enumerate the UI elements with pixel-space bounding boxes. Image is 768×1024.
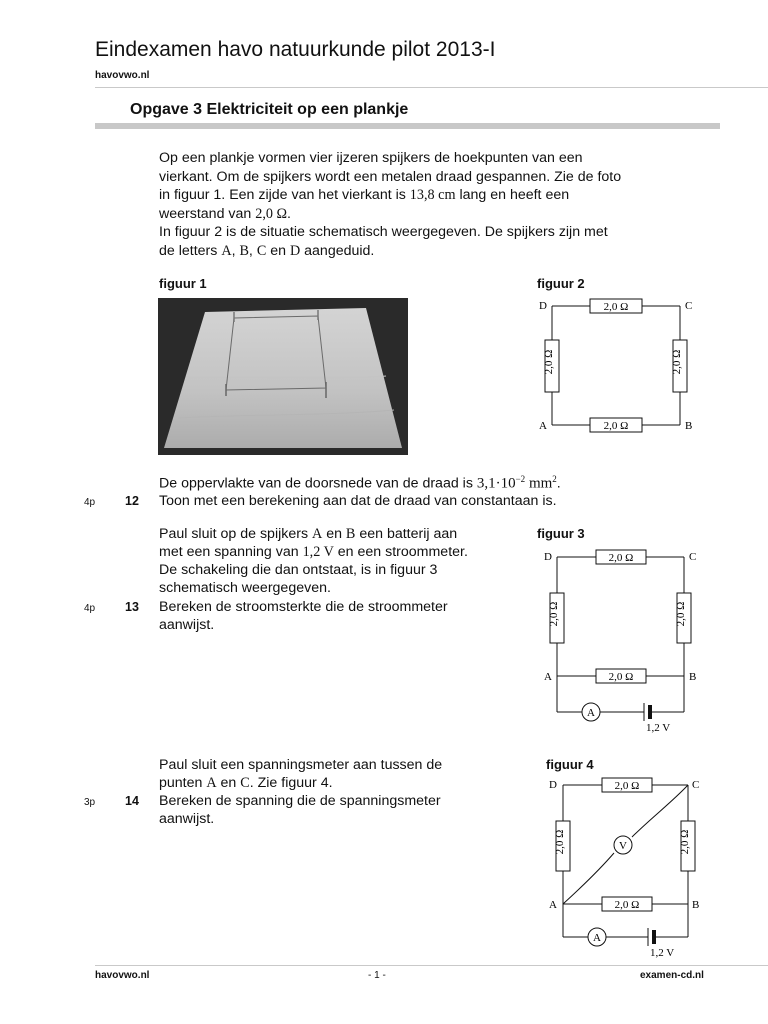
point-A-label: A: [549, 899, 557, 911]
intro-line: [159, 205, 719, 224]
letter: B: [345, 526, 356, 542]
letter: A: [206, 775, 217, 791]
section-band: [95, 123, 720, 129]
point-A-label: A: [539, 420, 547, 432]
voltmeter-wire: [563, 853, 614, 904]
intro-line: [159, 242, 719, 261]
resistor-label: 2,0 Ω: [614, 780, 640, 792]
point-B-label: B: [685, 420, 693, 432]
area-exponent: −2: [515, 474, 526, 484]
plank-photo: [158, 298, 408, 455]
battery-negative-plate: [648, 705, 652, 719]
figure-4-circuit: [546, 773, 711, 963]
text: de letters: [159, 242, 222, 259]
letter: B: [239, 242, 249, 259]
battery-voltage-label: 1,2 V: [650, 947, 675, 959]
resistor-label: 2,0 Ω: [679, 829, 691, 855]
question-12-points: 4p: [84, 497, 96, 508]
text-line: aanwijst.: [159, 617, 215, 633]
text-line: aanwijst.: [159, 811, 215, 827]
letter: C: [240, 775, 250, 791]
resistor-label: 2,0 Ω: [603, 420, 629, 432]
text: De oppervlakte van de doorsnede van de draad is: [159, 475, 477, 492]
text: lang en heeft een: [455, 187, 570, 203]
figure-2-circuit: [536, 294, 696, 436]
question-12-text: Toon met een berekening aan dat de draad van constantaan is.: [159, 493, 557, 509]
text: en een stroommeter.: [333, 544, 468, 560]
resistor-label: 2,0 Ω: [675, 601, 687, 627]
resistance-value: 2,0 Ω: [255, 205, 288, 222]
point-C-label: C: [692, 779, 700, 791]
letter: C: [256, 242, 267, 259]
text: .: [556, 475, 561, 492]
text: in figuur 1. Een zijde van het vierkant is: [159, 187, 410, 203]
letter: A: [221, 242, 232, 259]
question-14-text: [159, 792, 529, 828]
length-value: 13,8 cm: [409, 187, 456, 203]
text: en: [322, 526, 346, 542]
text: en: [216, 775, 241, 791]
footer-site-left: havovwo.nl: [95, 970, 150, 981]
text-line: Paul sluit een spanningsmeter aan tussen de: [159, 757, 443, 773]
text-line: [159, 543, 529, 561]
text: ,: [231, 242, 240, 259]
point-C-label: C: [685, 300, 693, 312]
intro-line: [159, 223, 719, 242]
intro-paragraph: [159, 149, 719, 260]
area-value: 3,1·10: [476, 475, 516, 492]
question-13-text: [159, 598, 529, 634]
text-line: [159, 525, 529, 543]
page-number: - 1 -: [368, 970, 386, 981]
point-A-label: A: [544, 671, 552, 683]
figure-4-label: figuur 4: [546, 757, 594, 772]
section-title: Opgave 3 Elektriciteit op een plankje: [130, 101, 409, 118]
letter: D: [289, 242, 301, 259]
paul-paragraph-1: [159, 525, 529, 597]
point-B-label: B: [692, 899, 700, 911]
resistor-label: 2,0 Ω: [671, 349, 683, 375]
footer-site-right: examen-cd.nl: [640, 970, 704, 981]
resistor-label: 2,0 Ω: [608, 671, 634, 683]
resistor-label: 2,0 Ω: [554, 829, 566, 855]
question-14-points: 3p: [84, 797, 96, 808]
letter: A: [312, 526, 323, 542]
header-divider: [95, 87, 768, 88]
figure-1-label: figuur 1: [159, 276, 207, 291]
question-12-number: 12: [125, 494, 139, 508]
figure-2-label: figuur 2: [537, 276, 585, 291]
battery-negative-plate: [652, 930, 656, 944]
voltage-value: 1,2 V: [302, 544, 334, 560]
site-name: havovwo.nl: [95, 70, 150, 81]
text-line: [159, 774, 529, 792]
text-line: schematisch weergegeven.: [159, 580, 331, 596]
point-B-label: B: [689, 671, 697, 683]
resistor-label: 2,0 Ω: [608, 552, 634, 564]
text-line: Bereken de spanning die de spanningsmeter: [159, 793, 441, 809]
question-13-points: 4p: [84, 603, 96, 614]
footer-divider: [95, 965, 768, 966]
area-unit: mm: [525, 475, 553, 492]
point-D-label: D: [544, 551, 552, 563]
resistor-label: 2,0 Ω: [548, 601, 560, 627]
text: en: [266, 242, 290, 259]
ammeter-label: A: [587, 707, 595, 719]
text: aangeduid.: [300, 242, 375, 259]
point-D-label: D: [549, 779, 557, 791]
voltmeter-label: V: [619, 840, 627, 852]
battery-voltage-label: 1,2 V: [646, 722, 671, 734]
point-D-label: D: [539, 300, 547, 312]
text: punten: [159, 775, 207, 791]
figure-3-label: figuur 3: [537, 526, 585, 541]
question-13-number: 13: [125, 600, 139, 614]
question-14-number: 14: [125, 794, 139, 808]
text: weerstand van: [159, 205, 256, 222]
point-C-label: C: [689, 551, 697, 563]
text-line: Bereken de stroomsterkte die de stroommeter: [159, 599, 448, 615]
text: een batterij aan: [355, 526, 458, 542]
text: ,: [248, 242, 257, 259]
text: Paul sluit op de spijkers: [159, 526, 312, 542]
unit-exponent: 2: [552, 474, 557, 484]
resistor-label: 2,0 Ω: [603, 301, 629, 313]
area-line: [159, 470, 561, 493]
intro-line: [159, 149, 719, 168]
ammeter-label: A: [593, 932, 601, 944]
paul-paragraph-2: [159, 756, 529, 792]
text: . Zie figuur 4.: [249, 775, 333, 791]
text: In figuur 2 is de situatie schematisch weergegeven. De spijkers zijn met: [159, 224, 608, 240]
figure-3-circuit: [540, 545, 705, 735]
intro-line: [159, 168, 719, 187]
text: Op een plankje vormen vier ijzeren spijkers de hoekpunten van een: [159, 150, 583, 166]
resistor-label: 2,0 Ω: [614, 899, 640, 911]
text-line: De schakeling die dan ontstaat, is in figuur 3: [159, 562, 438, 578]
text: met een spanning van: [159, 544, 303, 560]
text: vierkant. Om de spijkers wordt een metalen draad gespannen. Zie de foto: [159, 168, 622, 185]
resistor-label: 2,0 Ω: [543, 349, 555, 375]
document-title: Eindexamen havo natuurkunde pilot 2013-I: [95, 38, 496, 61]
intro-line: [159, 186, 719, 205]
voltmeter-wire: [632, 785, 688, 837]
text: .: [287, 205, 291, 222]
